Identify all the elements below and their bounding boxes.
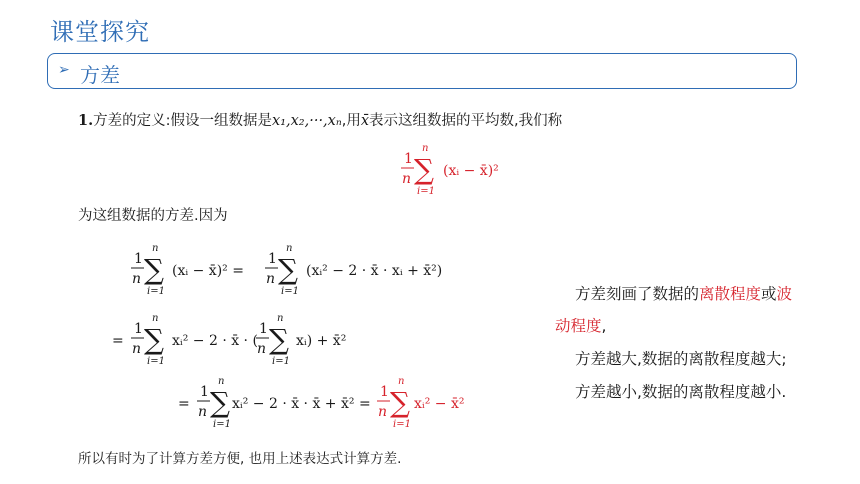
formula-frac-num: 1 bbox=[404, 151, 413, 167]
page-title: 课堂探究 bbox=[50, 18, 150, 46]
row1-rhs: (xᵢ² − 2 · x̄ · xᵢ + x̄²) bbox=[306, 263, 443, 279]
row2-b: xᵢ) + x̄² bbox=[296, 333, 347, 349]
row3-b: xᵢ² − x̄² bbox=[414, 396, 465, 412]
note-line-1 bbox=[575, 282, 792, 304]
row3-a: xᵢ² − 2 · x̄ · x̄ + x̄² = bbox=[232, 396, 371, 412]
note-1b-emphasis: 离散程度 bbox=[699, 285, 762, 303]
derivation-row-2 bbox=[112, 311, 372, 369]
note-2b: , bbox=[601, 317, 607, 335]
row2-frac-den: n bbox=[132, 341, 142, 357]
row1-sum-bottom: i=1 bbox=[147, 286, 165, 297]
row1b-sum-bottom: i=1 bbox=[281, 286, 299, 297]
sigma-icon: ∑ bbox=[390, 386, 410, 419]
note-1c: 或 bbox=[761, 285, 777, 303]
sample-list: x₁,x₂,···,xₙ bbox=[272, 113, 342, 129]
note-line-2 bbox=[555, 314, 606, 336]
formula-sum-bottom: i=1 bbox=[417, 186, 435, 197]
row1b-frac-num: 1 bbox=[268, 251, 277, 267]
row1-frac-num: 1 bbox=[134, 251, 143, 267]
row2b-frac-num: 1 bbox=[259, 321, 268, 337]
definition-text-b: ,用 bbox=[341, 113, 361, 129]
row3b-sum-top: n bbox=[398, 376, 405, 387]
row2b-frac-den: n bbox=[257, 341, 267, 357]
row2-eq: = bbox=[112, 333, 124, 349]
note-line-3: 方差越大,数据的离散程度越大; bbox=[575, 350, 787, 368]
row2-sum-bottom: i=1 bbox=[147, 356, 165, 367]
sigma-icon: ∑ bbox=[269, 323, 289, 356]
row3b-sum-bottom: i=1 bbox=[393, 419, 411, 430]
note-line-4: 方差越小,数据的离散程度越小. bbox=[575, 383, 787, 401]
row3-frac-den: n bbox=[198, 404, 208, 420]
row1b-frac-den: n bbox=[266, 271, 276, 287]
sigma-icon: ∑ bbox=[144, 253, 164, 286]
variance-formula bbox=[398, 145, 518, 200]
derivation-row-1 bbox=[128, 241, 458, 299]
row1-sum-top: n bbox=[152, 243, 159, 254]
sigma-icon: ∑ bbox=[414, 153, 434, 186]
row2-frac-num: 1 bbox=[134, 321, 143, 337]
row3-sum-bottom: i=1 bbox=[213, 419, 231, 430]
note-1d-emphasis: 波 bbox=[776, 285, 793, 303]
derivation-row-3 bbox=[178, 374, 478, 432]
formula-sum-top: n bbox=[422, 143, 429, 154]
row1-lhs: (xᵢ − x̄)² = bbox=[172, 263, 244, 279]
mean-symbol: x̄ bbox=[360, 113, 370, 129]
row2b-sum-bottom: i=1 bbox=[272, 356, 290, 367]
row3-eq: = bbox=[178, 396, 190, 412]
row1b-sum-top: n bbox=[286, 243, 293, 254]
definition-line bbox=[78, 109, 562, 130]
row3-frac-num: 1 bbox=[200, 384, 209, 400]
sigma-icon: ∑ bbox=[210, 386, 230, 419]
arrow-bullet-icon: ➢ bbox=[58, 62, 70, 78]
sigma-icon: ∑ bbox=[144, 323, 164, 356]
row3b-frac-num: 1 bbox=[380, 384, 389, 400]
row3-sum-top: n bbox=[218, 376, 225, 387]
definition-number: 1. bbox=[78, 112, 94, 129]
row3b-frac-den: n bbox=[378, 404, 388, 420]
variance-line: 为这组数据的方差.因为 bbox=[78, 208, 228, 224]
sigma-icon: ∑ bbox=[278, 253, 298, 286]
note-2a-emphasis: 动程度 bbox=[555, 317, 602, 335]
definition-text-c: 表示这组数据的平均数,我们称 bbox=[369, 113, 563, 129]
section-label: 方差 bbox=[80, 63, 120, 87]
formula-frac-den: n bbox=[402, 171, 412, 187]
formula-body: (xᵢ − x̄)² bbox=[443, 163, 499, 179]
row2-a: xᵢ² − 2 · x̄ · ( bbox=[172, 333, 258, 349]
row2-sum-top: n bbox=[152, 313, 159, 324]
definition-text-a: 方差的定义:假设一组数据是 bbox=[93, 113, 273, 129]
footer-text: 所以有时为了计算方差方便, 也用上述表达式计算方差. bbox=[78, 451, 402, 467]
note-1a: 方差刻画了数据的 bbox=[575, 285, 700, 303]
section-header-bar bbox=[47, 53, 797, 89]
row1-frac-den: n bbox=[132, 271, 142, 287]
row2b-sum-top: n bbox=[277, 313, 284, 324]
